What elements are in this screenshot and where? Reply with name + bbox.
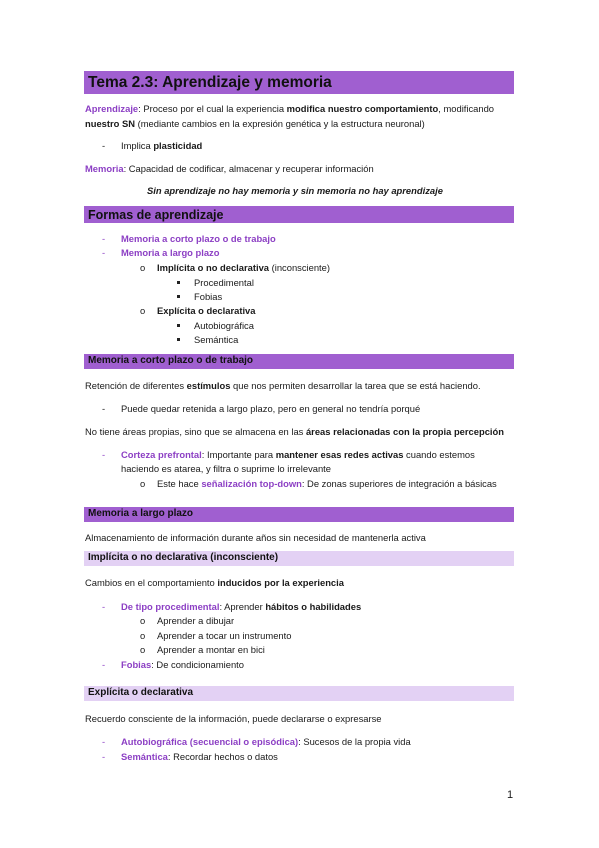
proc-bold: hábitos o habilidades — [265, 601, 362, 612]
implicita-label: Implícita o no declarativa — [157, 262, 270, 273]
dash-bullet: - — [102, 751, 106, 762]
proc-sub-instrumento: Aprender a tocar un instrumento — [157, 630, 292, 641]
semantica-item — [121, 750, 278, 763]
fobias-term: Fobias — [121, 659, 152, 670]
page-number: 1 — [507, 789, 514, 801]
formas-item-corto: Memoria a corto plazo o de trabajo — [121, 233, 276, 244]
aprendizaje-def-bold2: nuestro SN — [85, 118, 136, 129]
aprendizaje-def-text2: , modificando — [438, 103, 495, 114]
corto-p3-bold: áreas relacionadas con la propia percepción — [305, 426, 504, 437]
fobias-def: : De condicionamiento — [151, 659, 244, 670]
formas-autobiografica: Autobiográfica — [194, 320, 254, 331]
proc-sub-dibujar: Aprender a dibujar — [157, 615, 235, 626]
dash-bullet: - — [102, 247, 106, 258]
cortex-text2: cuando estemos — [403, 449, 475, 460]
circle-bullet: o — [140, 630, 146, 641]
implica-bold: plasticidad — [153, 140, 203, 151]
implicita-p1-text: Cambios en el comportamiento — [85, 577, 218, 588]
sem-term: Semántica — [121, 751, 168, 762]
aprendizaje-def-text3: (mediante cambios en la expresión genética y la estructura neuronal) — [135, 118, 425, 129]
aprendizaje-term: Aprendizaje — [85, 103, 139, 114]
implica-text: Implica — [121, 140, 154, 151]
implicita-p1-bold: inducidos por la experiencia — [217, 577, 344, 588]
square-bullet — [177, 338, 180, 341]
largo-p1: Almacenamiento de información durante años sin necesidad de mantenerla activa — [85, 532, 426, 543]
auto-term: Autobiográfica (secuencial o episódica) — [121, 736, 299, 747]
sem-def: : Recordar hechos o datos — [167, 751, 278, 762]
largo-heading: Memoria a largo plazo — [88, 508, 194, 519]
fobias-item — [121, 658, 244, 671]
senalizacion-item — [157, 477, 497, 490]
implicita-heading: Implícita o no declarativa (inconsciente) — [88, 552, 279, 563]
implicita-note: (inconsciente) — [269, 262, 330, 273]
aprendizaje-definition-line1 — [85, 102, 494, 115]
cortex-text: : Importante para — [201, 449, 276, 460]
corto-p1-text: Retención de diferentes — [85, 380, 187, 391]
aprendizaje-def-bold: modifica nuestro comportamiento — [286, 103, 439, 114]
square-bullet — [177, 295, 180, 298]
cortex-line2: haciendo es atarea, y filtra o suprime lo irrelevante — [121, 463, 332, 474]
formas-procedimental: Procedimental — [194, 277, 254, 288]
corto-heading: Memoria a corto plazo o de trabajo — [88, 355, 254, 366]
memoria-def: : Capacidad de codificar, almacenar y recuperar información — [123, 163, 374, 174]
formas-fobias: Fobias — [194, 291, 223, 302]
circle-bullet: o — [140, 478, 146, 489]
implica-item — [121, 139, 202, 152]
dash-bullet: - — [102, 140, 106, 151]
page-title: Tema 2.3: Aprendizaje y memoria — [88, 74, 332, 91]
square-bullet — [177, 281, 180, 284]
formas-item-largo: Memoria a largo plazo — [121, 247, 220, 258]
memoria-term: Memoria — [85, 163, 124, 174]
corto-p1 — [85, 379, 481, 392]
implicita-p1 — [85, 576, 344, 589]
procedimental-item — [121, 600, 361, 613]
autobiografica-item — [121, 735, 411, 748]
square-bullet — [177, 324, 180, 327]
corto-p2: Puede quedar retenida a largo plazo, pero en general no tendría porqué — [121, 403, 421, 414]
dash-bullet: - — [102, 403, 106, 414]
corto-p1-text2: que nos permiten desarrollar la tarea que se está haciendo. — [230, 380, 481, 391]
memoria-definition — [85, 162, 374, 175]
circle-bullet: o — [140, 615, 146, 626]
circle-bullet: o — [140, 262, 146, 273]
corto-p3 — [85, 425, 504, 438]
formas-implicita — [157, 261, 330, 274]
proc-sub-bici: Aprender a montar en bici — [157, 644, 265, 655]
dash-bullet: - — [102, 601, 106, 612]
cortex-term: Corteza prefrontal — [121, 449, 202, 460]
dash-bullet: - — [102, 736, 106, 747]
corto-p1-bold: estímulos — [186, 380, 231, 391]
aprendizaje-definition-line2 — [85, 117, 425, 130]
dash-bullet: - — [102, 659, 106, 670]
senal-text: Este hace — [157, 478, 202, 489]
corto-p3-text: No tiene áreas propias, sino que se almacena en las — [85, 426, 306, 437]
explicita-heading: Explícita o declarativa — [88, 687, 194, 698]
formas-heading: Formas de aprendizaje — [88, 208, 224, 222]
proc-term: De tipo procedimental — [121, 601, 220, 612]
cortex-line1 — [121, 448, 475, 461]
dash-bullet: - — [102, 449, 106, 460]
circle-bullet: o — [140, 644, 146, 655]
circle-bullet: o — [140, 305, 146, 316]
proc-text: : Aprender — [219, 601, 266, 612]
auto-def: : Sucesos de la propia vida — [298, 736, 411, 747]
dash-bullet: - — [102, 233, 106, 244]
cortex-bold: mantener esas redes activas — [275, 449, 404, 460]
quote: Sin aprendizaje no hay memoria y sin memoria no hay aprendizaje — [147, 185, 443, 196]
formas-explicita: Explícita o declarativa — [157, 305, 256, 316]
senal-term: señalización top-down — [201, 478, 302, 489]
explicita-p1: Recuerdo consciente de la información, puede declararse o expresarse — [85, 713, 382, 724]
aprendizaje-def-text: : Proceso por el cual la experiencia — [138, 103, 287, 114]
formas-semantica: Semántica — [194, 334, 239, 345]
senal-text2: : De zonas superiores de integración a básicas — [301, 478, 497, 489]
